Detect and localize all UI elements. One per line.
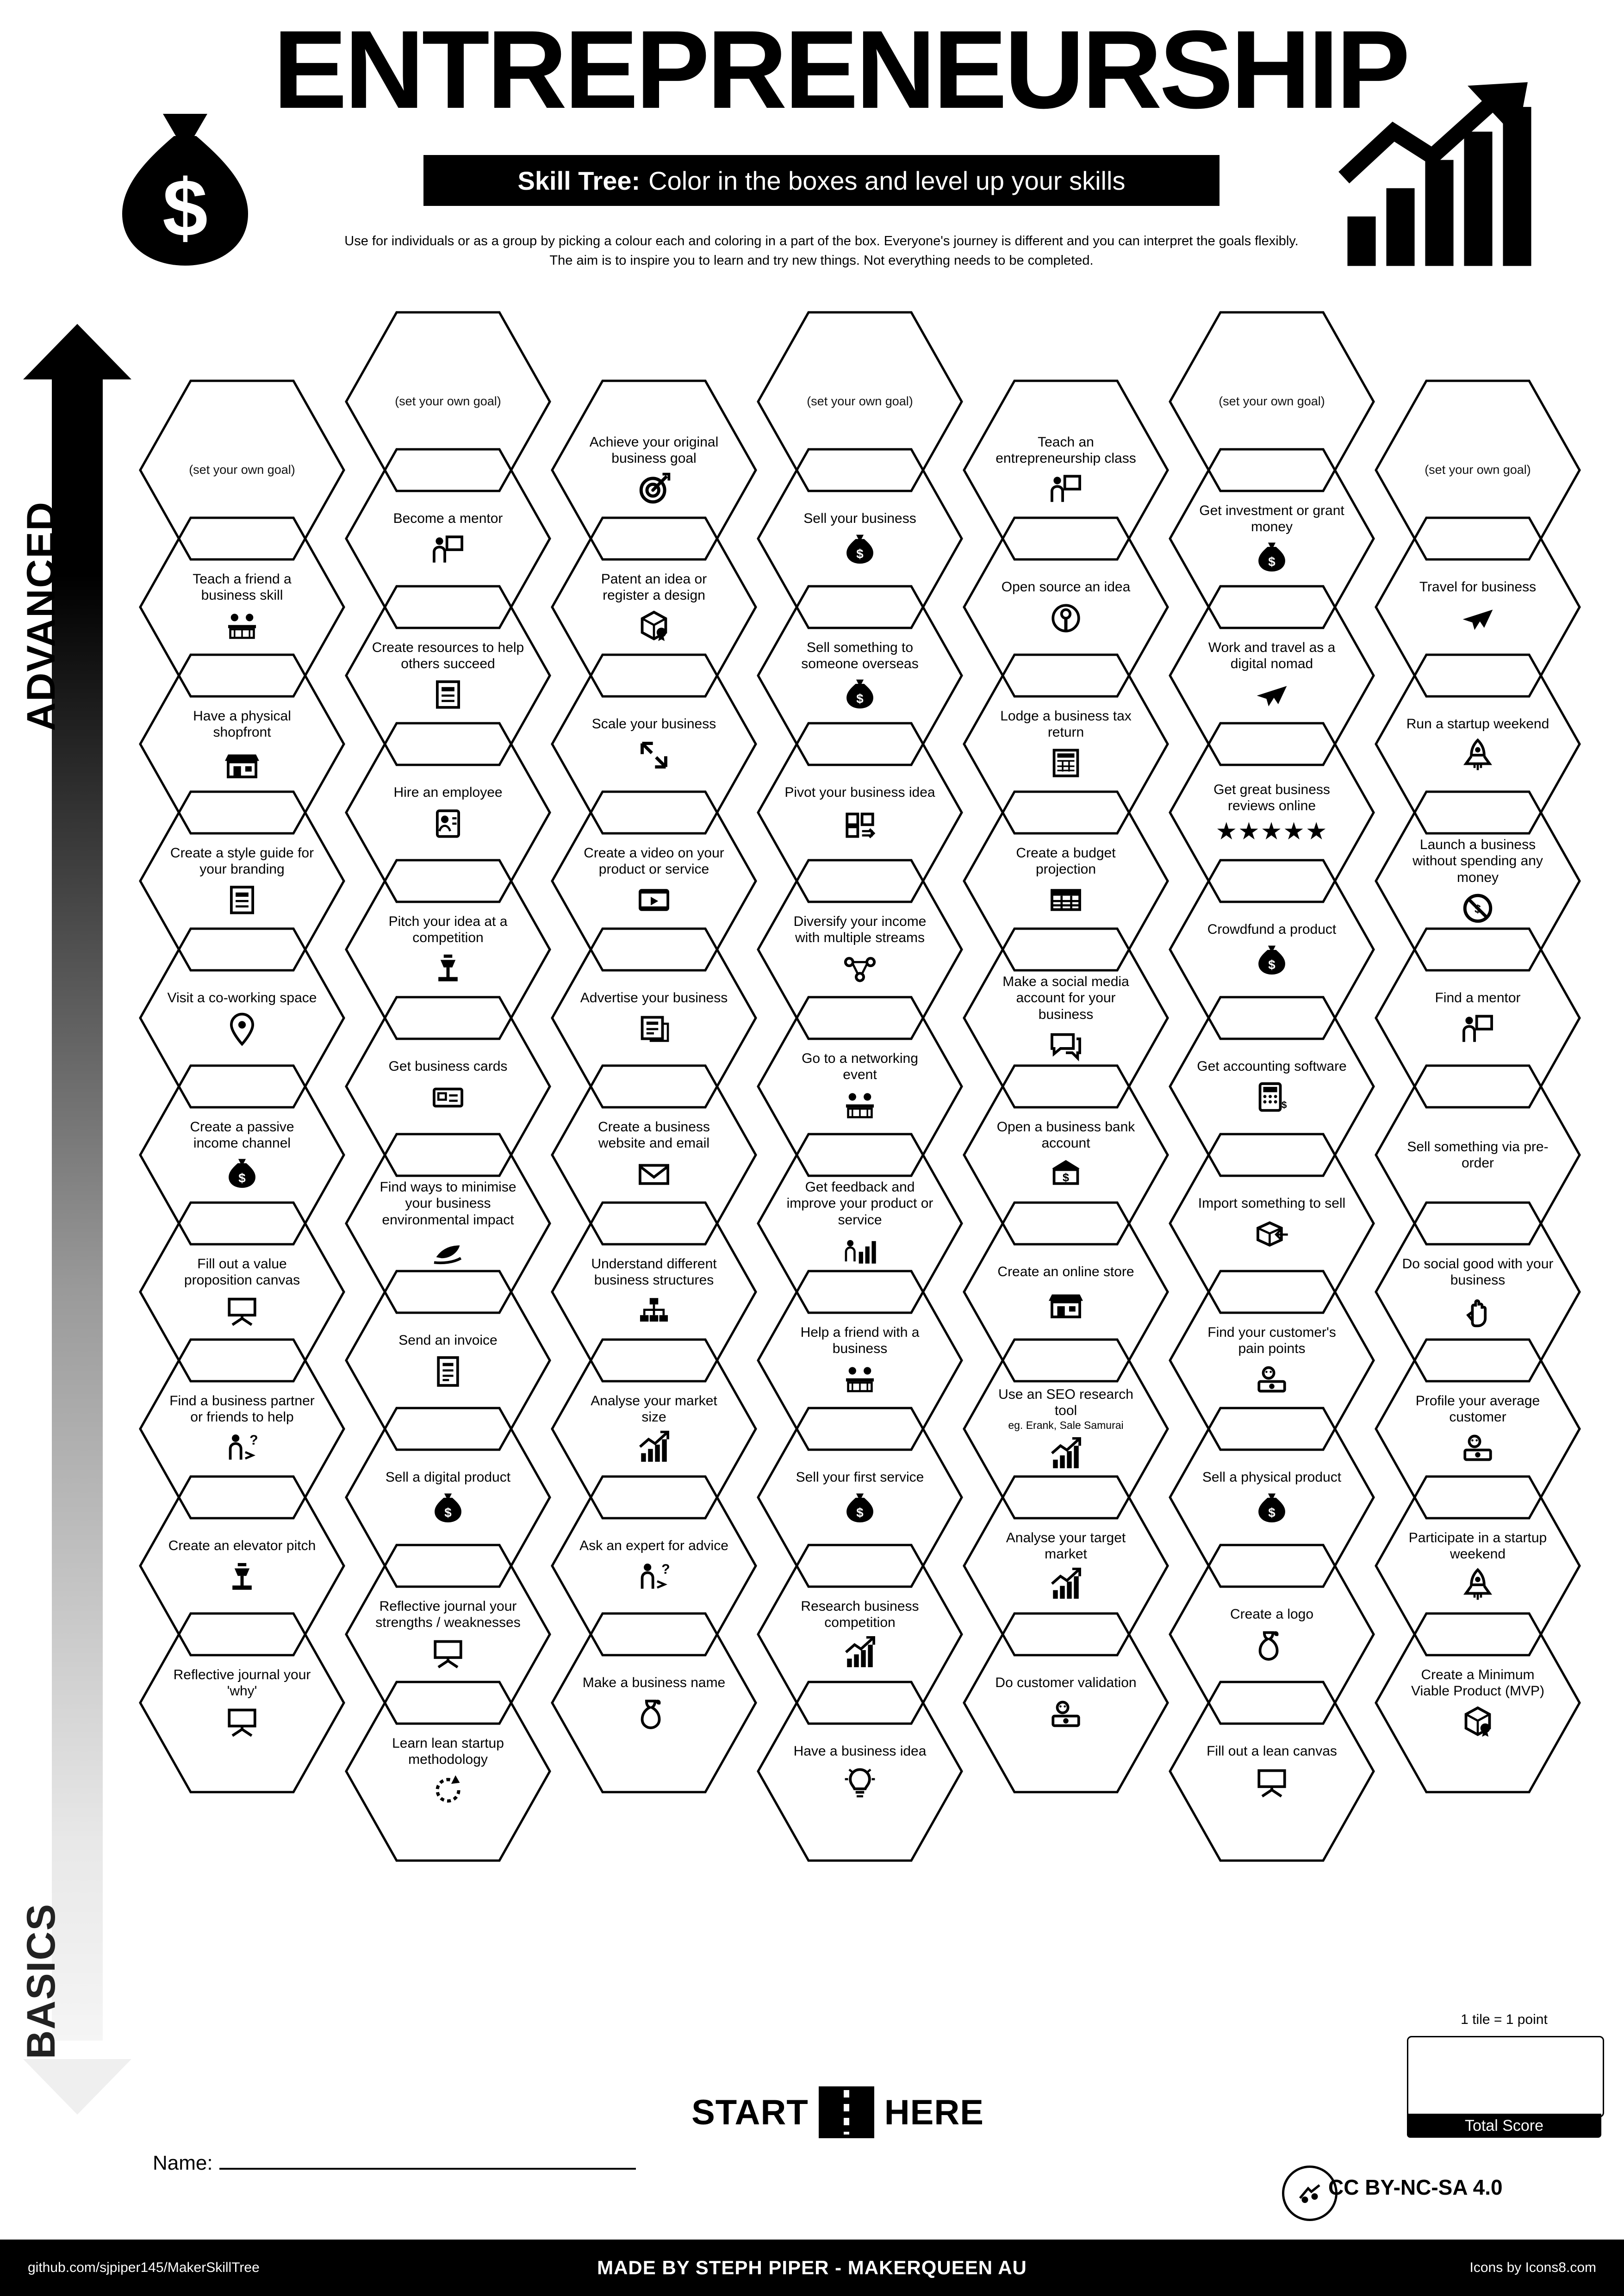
tile-label: Create a budget projection: [1016, 845, 1116, 877]
pear-icon: [1255, 1628, 1289, 1663]
tile-label: Fill out a lean canvas: [1207, 1744, 1337, 1759]
tile-label: Get great business reviews online: [1213, 782, 1330, 813]
tile-label: Profile your average customer: [1415, 1393, 1540, 1425]
tile-label: Create a business website and email: [598, 1119, 710, 1151]
tile-label: Hire an employee: [393, 785, 503, 800]
intro-text: Use for individuals or as a group by picking a colour each and coloring in a part of the box. Everyone's journey is different and you can interpret the goals flexibly. The aim is to inspire you to learn and try new things. Not everything needs to be completed.: [344, 234, 1299, 268]
tile-label: Pitch your idea at a competition: [388, 913, 508, 945]
tile-label: Create a passive income channel: [190, 1119, 294, 1151]
svg-text:$: $: [162, 163, 208, 254]
license-text: CC BY-NC-SA 4.0: [1328, 2175, 1503, 2199]
tile-label: Sell something via pre-order: [1407, 1139, 1549, 1171]
skill-tile[interactable]: [1375, 1612, 1581, 1793]
table-icon: [1049, 883, 1083, 917]
tile-label: Pivot your business idea: [784, 785, 935, 800]
target-icon: [637, 472, 671, 506]
tile-label: Reflective journal your 'why': [173, 1667, 311, 1699]
page-title: ENTREPRENEURSHIP: [273, 7, 1408, 131]
tile-label: Patent an idea or register a design: [601, 571, 707, 603]
tile-label: Travel for business: [1419, 579, 1537, 595]
tile-label: Advertise your business: [580, 990, 728, 1006]
tile-label: Research business competition: [801, 1598, 919, 1630]
growth-people-icon: [843, 1234, 877, 1268]
easel-icon: [431, 1636, 465, 1670]
person-question-icon: [225, 1431, 259, 1465]
skill-tile[interactable]: [139, 1612, 345, 1793]
presenter-icon: [1049, 472, 1083, 506]
bar-growth-icon: [843, 1636, 877, 1670]
tile-label: Diversify your income with multiple streams: [793, 913, 927, 945]
tile-label: Get feedback and improve your product or service: [786, 1179, 933, 1228]
money-bag-icon: [1255, 943, 1289, 978]
svg-text:$: $: [856, 691, 864, 706]
road-icon: [819, 2086, 874, 2138]
shop-icon: [225, 746, 259, 780]
svg-text:$: $: [1281, 1099, 1287, 1111]
tile-label: Sell your business: [803, 511, 916, 527]
money-bag-icon: [1255, 1491, 1289, 1526]
teaching-icon: [843, 1362, 877, 1396]
tile-label: Understand different business structures: [591, 1256, 717, 1288]
tile-label: Sell something to someone overseas: [801, 639, 919, 671]
svg-text:?: ?: [661, 1561, 670, 1577]
svg-text:$: $: [856, 546, 864, 561]
tile-label: Achieve your original business goal: [589, 434, 719, 466]
tile-label: Use an SEO research tool eg. Erank, Sale Samurai: [989, 1386, 1142, 1432]
tile-label: Find your customer's pain points: [1207, 1324, 1336, 1356]
tile-label: (set your own goal): [1425, 463, 1531, 477]
svg-text:$: $: [1268, 554, 1276, 569]
boxes-arrow-icon: [843, 807, 877, 841]
tile-label: Create resources to help others succeed: [372, 639, 524, 671]
tile-point-note: 1 tile = 1 point: [1461, 2012, 1548, 2027]
money-bag-icon: [431, 1491, 465, 1526]
svg-text:$: $: [1474, 902, 1481, 916]
teaching-icon: [843, 1088, 877, 1123]
open-source-icon: [1049, 601, 1083, 635]
bank-icon: [1049, 1157, 1083, 1191]
envelope-icon: [637, 1157, 671, 1191]
ad-icon: [637, 1012, 671, 1046]
money-bag-icon: [843, 677, 877, 712]
tile-label: Create an elevator pitch: [168, 1538, 316, 1554]
tile-label: Sell a physical product: [1202, 1470, 1342, 1485]
document-icon: [431, 677, 465, 712]
tile-label: Make a business name: [582, 1675, 726, 1691]
start-word: START: [691, 2092, 809, 2132]
tile-label: Lodge a business tax return: [1000, 708, 1132, 740]
tile-label: Run a startup weekend: [1406, 716, 1549, 732]
tile-label: Fill out a value proposition canvas: [184, 1256, 300, 1288]
skill-tile[interactable]: [1169, 1681, 1375, 1862]
bar-growth-icon: [637, 1431, 671, 1465]
axis-label-advanced: ADVANCED: [19, 501, 63, 731]
video-icon: [637, 883, 671, 917]
tile-label: Have a physical shopfront: [193, 708, 291, 740]
person-question-icon: [637, 1560, 671, 1594]
customer-icon: [1461, 1431, 1495, 1465]
bar-growth-icon: [1049, 1437, 1083, 1471]
chat-icon: [1049, 1028, 1083, 1062]
shop-icon: [1049, 1286, 1083, 1320]
teaching-icon: [225, 609, 259, 643]
footer-credit: MADE BY STEPH PIPER - MAKERQUEEN AU: [597, 2257, 1027, 2278]
stars-icon: ★★★★★: [1215, 818, 1328, 845]
bar-growth-icon: [1049, 1568, 1083, 1602]
tile-label: Analyse your market size: [591, 1393, 717, 1425]
tile-label: Go to a networking event: [802, 1050, 918, 1082]
tile-label: Visit a co-working space: [167, 990, 317, 1006]
easel-icon: [225, 1705, 259, 1739]
tile-sublabel: eg. Erank, Sale Samurai: [1008, 1419, 1124, 1431]
subtitle-rest: Color in the boxes and level up your skills: [648, 166, 1126, 195]
tile-label: Import something to sell: [1198, 1196, 1346, 1211]
plane-icon: [1255, 677, 1289, 712]
plane-icon: [1461, 601, 1495, 635]
form-icon: [1049, 746, 1083, 780]
tile-label: Sell your first service: [796, 1470, 924, 1485]
tile-label: Open a business bank account: [996, 1119, 1135, 1151]
tile-label: Get investment or grant money: [1199, 503, 1344, 534]
svg-text:$: $: [1268, 1505, 1276, 1520]
tile-label: Scale your business: [591, 716, 716, 732]
business-card-icon: [431, 1080, 465, 1115]
total-score-label: Total Score: [1407, 2114, 1601, 2138]
leaf-hand-icon: [431, 1234, 465, 1268]
tile-label: Create a Minimum Viable Product (MVP): [1411, 1667, 1544, 1699]
tile-label: Crowdfund a product: [1207, 922, 1337, 937]
subtitle-lead: Skill Tree:: [517, 166, 641, 195]
lightbulb-icon: [843, 1765, 877, 1800]
page-footer: [0, 2240, 1624, 2296]
svg-text:$: $: [1062, 1171, 1070, 1185]
tile-label: (set your own goal): [189, 463, 295, 477]
network-icon: [843, 951, 877, 986]
tile-label: Launch a business without spending any money: [1412, 837, 1543, 885]
name-label: Name:: [153, 2152, 213, 2174]
tile-label: Find a business partner or friends to help: [169, 1393, 315, 1425]
package-seal-icon: [637, 609, 671, 643]
tile-label: Teach a friend a business skill: [193, 571, 292, 603]
tile-label: Sell a digital product: [385, 1470, 511, 1485]
name-field[interactable]: [153, 2152, 636, 2175]
footer-icons-credit: Icons by Icons8.com: [1469, 2260, 1596, 2275]
customer-icon: [1049, 1697, 1083, 1731]
footer-repo-link[interactable]: github.com/sjpiper145/MakerSkillTree: [28, 2260, 260, 2275]
svg-text:$: $: [238, 1171, 246, 1185]
tile-label: Open source an idea: [1001, 579, 1131, 595]
rocket-icon: [1461, 738, 1495, 772]
tile-label: Get business cards: [388, 1059, 508, 1074]
tile-label: Create a logo: [1230, 1607, 1314, 1622]
location-pin-icon: [225, 1012, 259, 1046]
axis-label-basics: BASICS: [19, 1903, 63, 2059]
tile-label: Analyse your target market: [1006, 1530, 1126, 1562]
invoice-icon: [431, 1354, 465, 1389]
pear-icon: [637, 1697, 671, 1731]
svg-text:$: $: [444, 1505, 452, 1520]
tile-label: Ask an expert for advice: [579, 1538, 728, 1554]
tile-label: (set your own goal): [1219, 394, 1325, 409]
org-chart-icon: [637, 1294, 671, 1328]
tile-label: Learn lean startup methodology: [392, 1735, 504, 1767]
money-bag-icon: [1255, 540, 1289, 575]
customer-icon: [1255, 1362, 1289, 1396]
money-bag-icon: [843, 533, 877, 567]
svg-text:$: $: [856, 1505, 864, 1520]
start-here-marker: [662, 2082, 1014, 2142]
tile-label: Create an online store: [997, 1264, 1134, 1280]
skill-tile[interactable]: [963, 1612, 1169, 1793]
tile-label: Teach an entrepreneurship class: [996, 434, 1136, 466]
here-word: HERE: [884, 2092, 984, 2132]
score-input-area[interactable]: [1407, 2036, 1604, 2117]
score-box[interactable]: [1407, 2012, 1601, 2138]
tile-label: Help a friend with a business: [800, 1324, 920, 1356]
tile-label: Create a video on your product or service: [584, 845, 724, 877]
rocket-icon: [1461, 1568, 1495, 1602]
refresh-icon: [431, 1773, 465, 1807]
tile-label: Have a business idea: [793, 1744, 927, 1759]
tile-label: Do customer validation: [995, 1675, 1137, 1691]
tile-label: Make a social media account for your business: [1002, 974, 1129, 1022]
tile-label: Reflective journal your strengths / weaknesses: [375, 1598, 521, 1630]
podium-icon: [225, 1560, 259, 1594]
easel-icon: [1255, 1765, 1289, 1800]
skill-tile[interactable]: [551, 1612, 757, 1793]
calculator-icon: [1255, 1080, 1289, 1115]
name-write-line[interactable]: [219, 2154, 636, 2170]
skill-tile[interactable]: [345, 1681, 551, 1862]
svg-text:$: $: [1268, 957, 1276, 972]
import-box-icon: [1255, 1217, 1289, 1252]
tile-label: Find ways to minimise your business environmental impact: [380, 1179, 516, 1228]
tile-label: Get accounting software: [1197, 1059, 1347, 1074]
tile-label: Find a mentor: [1435, 990, 1521, 1006]
presenter-icon: [431, 533, 465, 567]
tile-label: (set your own goal): [807, 394, 913, 409]
tile-label: (set your own goal): [395, 394, 501, 409]
package-seal-icon: [1461, 1705, 1495, 1739]
podium-icon: [431, 951, 465, 986]
money-bag-icon: [843, 1491, 877, 1526]
hand-icon: [1461, 1294, 1495, 1328]
tile-label: Become a mentor: [393, 511, 503, 527]
expand-arrow-icon: [637, 738, 671, 772]
money-bag-icon: [225, 1157, 259, 1191]
svg-text:?: ?: [249, 1433, 258, 1448]
presenter-icon: [1461, 1012, 1495, 1046]
tile-label: Work and travel as a digital nomad: [1208, 639, 1336, 671]
document-icon: [225, 883, 259, 917]
id-badge-icon: [431, 807, 465, 841]
skill-tile[interactable]: [757, 1681, 963, 1862]
no-money-icon: [1461, 891, 1495, 925]
tile-label: Participate in a startup weekend: [1408, 1530, 1547, 1562]
tile-label: Create a style guide for your branding: [170, 845, 314, 877]
easel-icon: [225, 1294, 259, 1328]
tile-label: Send an invoice: [398, 1333, 498, 1348]
tile-label: Do social good with your business: [1402, 1256, 1554, 1288]
